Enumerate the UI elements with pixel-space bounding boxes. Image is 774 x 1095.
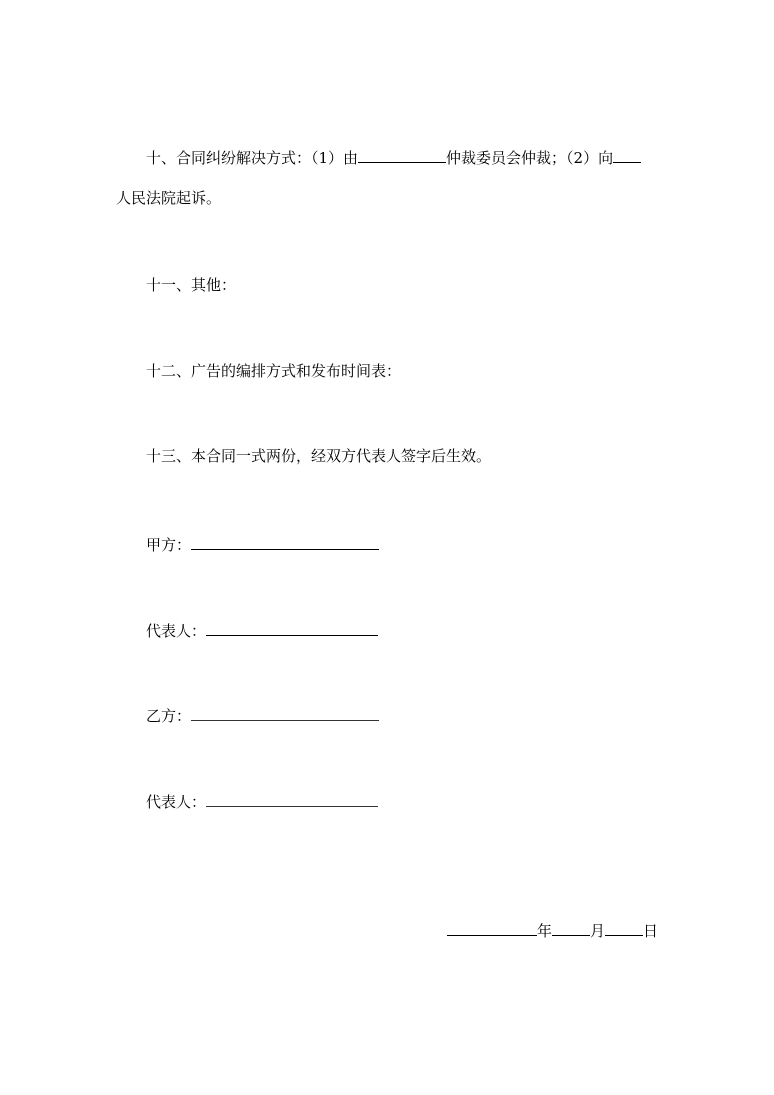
party-a-row	[146, 533, 379, 553]
rep-a-row	[146, 619, 378, 639]
month-label: 月	[590, 922, 606, 940]
party-b-blank[interactable]	[191, 704, 379, 721]
party-a-blank[interactable]	[191, 533, 379, 550]
court-blank[interactable]	[613, 146, 641, 163]
clause-10-line-1	[146, 146, 641, 166]
arbitration-committee-blank[interactable]	[358, 146, 446, 163]
clause-10-line-2	[116, 188, 221, 208]
clause-13	[146, 446, 491, 466]
party-b-row	[146, 704, 379, 724]
rep-b-label: 代表人：	[146, 793, 207, 811]
clause-10-text-2: 仲裁委员会仲裁；（2）向	[446, 149, 614, 167]
date-row	[447, 919, 658, 939]
clause-11	[146, 275, 236, 295]
day-blank[interactable]	[605, 919, 643, 936]
rep-b-row	[146, 790, 378, 810]
clause-12-text: 十二、广告的编排方式和发布时间表：	[146, 362, 402, 380]
rep-a-blank[interactable]	[206, 619, 378, 636]
month-blank[interactable]	[552, 919, 590, 936]
day-label: 日	[643, 922, 659, 940]
party-a-label: 甲方：	[146, 536, 192, 554]
party-b-label: 乙方：	[146, 707, 192, 725]
clause-13-text: 十三、本合同一式两份，经双方代表人签字后生效。	[146, 447, 492, 465]
clause-10-text-1: 十、合同纠纷解决方式：（1）由	[146, 149, 359, 167]
clause-10-text-3: 人民法院起诉。	[116, 189, 222, 207]
clause-11-text: 十一、其他：	[146, 276, 237, 294]
clause-12	[146, 361, 401, 381]
year-blank[interactable]	[447, 919, 537, 936]
year-label: 年	[537, 922, 553, 940]
rep-a-label: 代表人：	[146, 622, 207, 640]
rep-b-blank[interactable]	[206, 790, 378, 807]
